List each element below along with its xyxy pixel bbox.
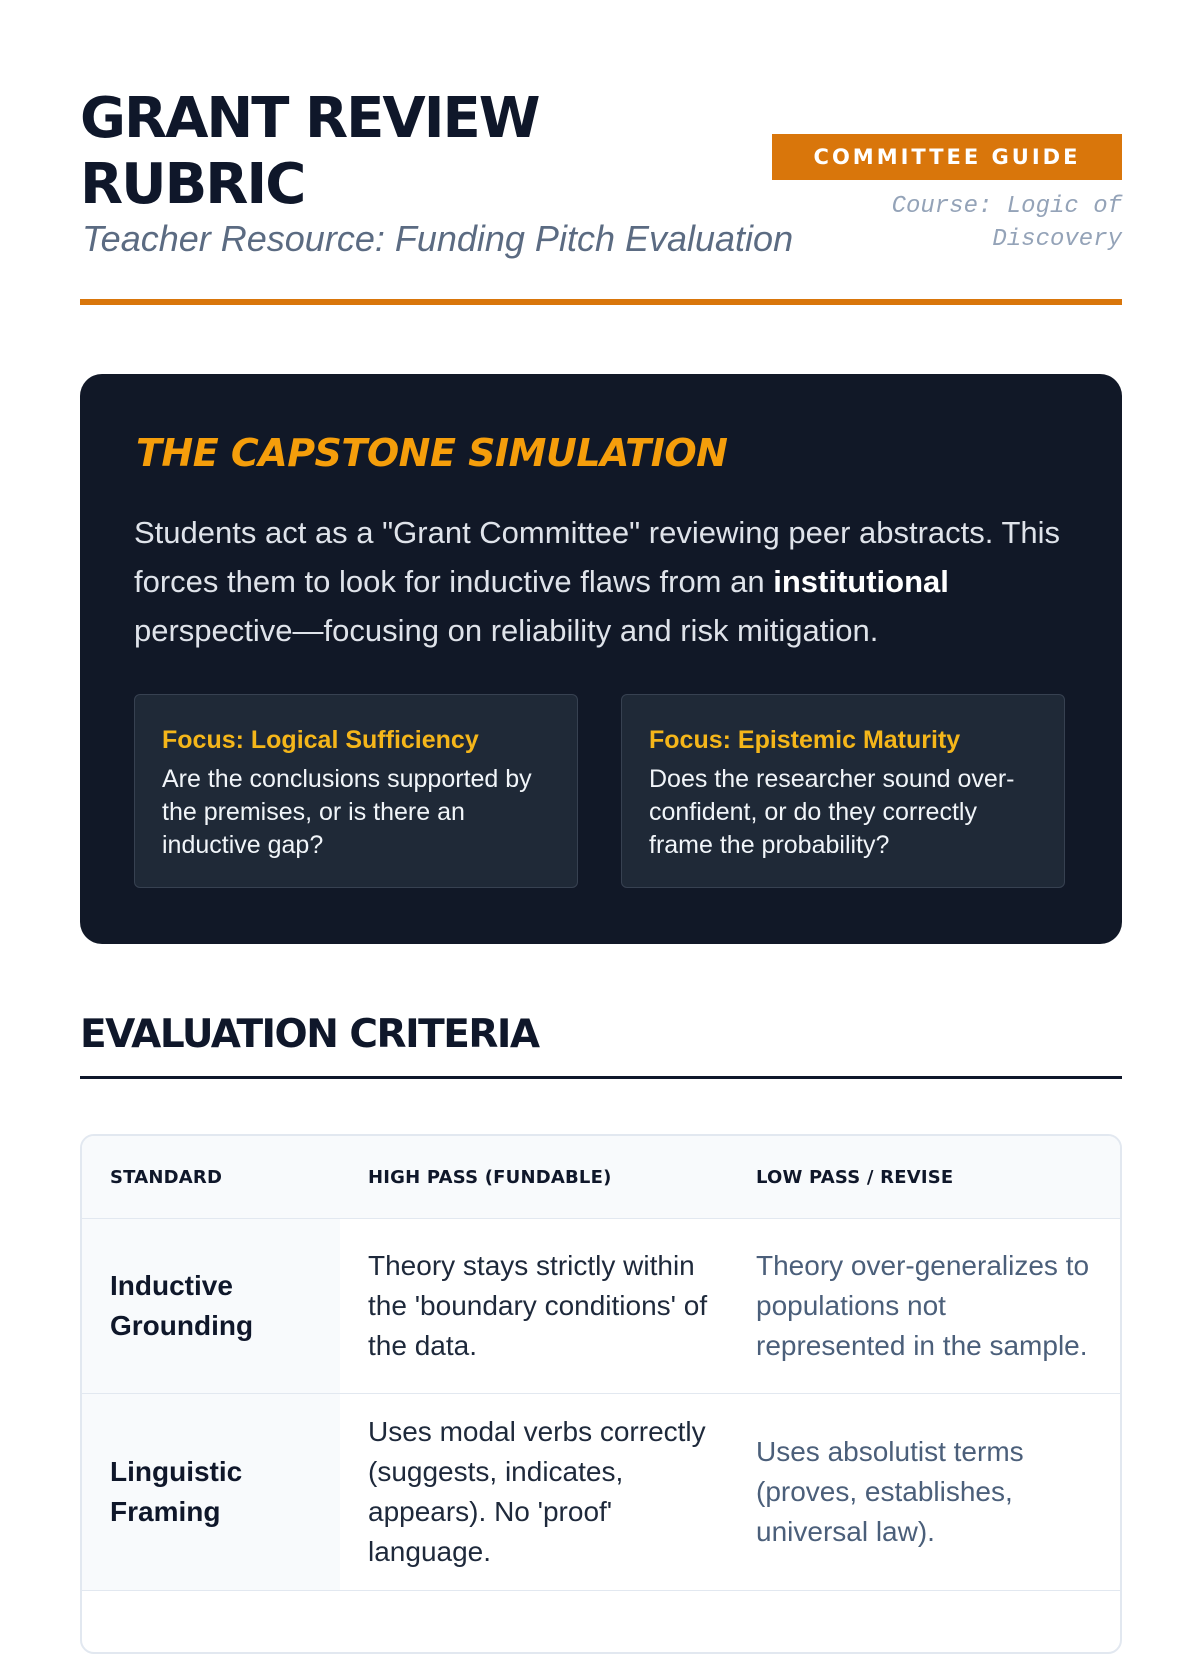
column-header-low-pass: LOW PASS / REVISE (728, 1136, 1120, 1219)
focus-text: Are the conclusions supported by the premises, or is there an inductive gap? (162, 765, 532, 859)
page-subtitle: Teacher Resource: Funding Pitch Evaluation (82, 218, 794, 259)
section-divider (80, 1076, 1122, 1079)
capstone-card (80, 374, 1122, 944)
focus-box-epistemic-maturity (621, 694, 1065, 888)
header-divider (80, 299, 1122, 305)
capstone-description (134, 508, 1079, 655)
column-header-standard: STANDARD (82, 1136, 340, 1219)
capstone-text-start: Students act as a "Grant Committee" reviewing peer abstracts. This forces them to look for inductive flaws from an (134, 515, 1061, 599)
low-pass-cell: Uses absolutist terms (proves, establishes, universal law). (728, 1394, 1120, 1591)
document-header (80, 80, 1122, 310)
criteria-table-container (80, 1134, 1122, 1654)
focus-title: Focus: Logical Sufficiency (162, 726, 479, 754)
committee-guide-badge: COMMITTEE GUIDE (772, 134, 1122, 180)
capstone-text-end: perspective—focusing on reliability and risk mitigation. (134, 613, 879, 648)
capstone-emphasis: institutional (773, 564, 949, 599)
course-label: Course: Logic of Discovery (891, 193, 1122, 253)
standard-cell: Inductive Grounding (82, 1219, 340, 1394)
page-title: GRANT REVIEW RUBRIC (80, 86, 539, 217)
focus-title: Focus: Epistemic Maturity (649, 726, 961, 754)
high-pass-cell: Uses modal verbs correctly (suggests, indicates, appears). No 'proof' language. (340, 1394, 728, 1591)
section-heading: EVALUATION CRITERIA (80, 1012, 539, 1057)
capstone-title: THE CAPSTONE SIMULATION (136, 431, 728, 475)
high-pass-cell: Theory stays strictly within the 'boundary conditions' of the data. (340, 1219, 728, 1394)
table-row (82, 1219, 1120, 1394)
focus-text: Does the researcher sound over-confident, or do they correctly frame the probability? (649, 765, 1015, 859)
low-pass-cell: Theory over-generalizes to populations not represented in the sample. (728, 1219, 1120, 1394)
table-header-row (82, 1136, 1120, 1219)
standard-cell: Linguistic Framing (82, 1394, 340, 1591)
column-header-high-pass: HIGH PASS (FUNDABLE) (340, 1136, 728, 1219)
criteria-table (82, 1136, 1120, 1591)
focus-box-logical-sufficiency (134, 694, 578, 888)
table-row (82, 1394, 1120, 1591)
